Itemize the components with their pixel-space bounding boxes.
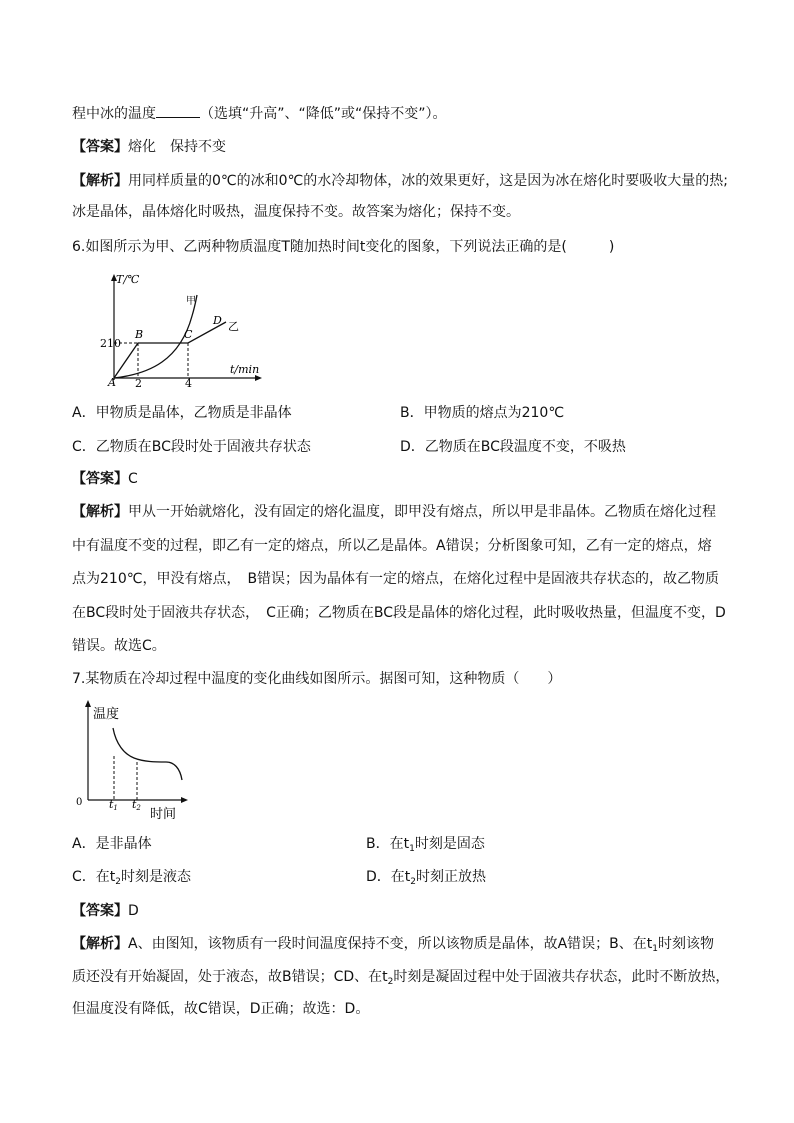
q5-question-tail <box>72 103 447 124</box>
q6-analysis-line-2: 中有温度不变的过程，即乙有一定的熔点，所以乙是晶体。A错误；分析图象可知，乙有一定的熔点，熔 <box>72 538 712 554</box>
q7-t1-label: t1 <box>109 798 118 812</box>
q7-option-b: B．在$t_1$时刻是固态 <box>366 836 485 854</box>
q6-y-tick-210: 210 <box>100 337 121 350</box>
answer-text: D <box>128 903 139 919</box>
q6-analysis-line-1 <box>72 502 716 522</box>
q7-option-c: C．在$t_2$时刻是液态 <box>72 869 191 887</box>
q7-stem: 7.某物质在冷却过程中温度的变化曲线如图所示。据图可知，这种物质（ ） <box>72 671 562 687</box>
q7-y-axis-label: 温度 <box>93 707 120 722</box>
q6-curve-label-jia: 甲 <box>186 296 196 307</box>
q7-analysis-line-2: 质还没有开始凝固，处于液态，故B错误；CD、在$t_2$时刻是凝固过程中处于固液共存状态，此时不断放热， <box>72 969 730 987</box>
q7-cooling-curve <box>113 728 182 780</box>
q6-analysis-line-3: 点为210℃，甲没有熔点， B错误；因为晶体有一定的熔点，在熔化过程中是固液共存状态的，故乙物质 <box>72 571 720 587</box>
q5-tail-text: 程中冰的温度 <box>72 106 156 122</box>
analysis-tag: 【解析】 <box>72 173 128 189</box>
q6-option-c: C．乙物质在BC段时处于固液共存状态 <box>72 439 311 455</box>
q5-answer <box>72 137 226 157</box>
q6-option-a: A．甲物质是晶体，乙物质是非晶体 <box>72 405 292 421</box>
q6-analysis-line-4: 在BC段时处于固液共存状态， C正确；乙物质在BC段是晶体的熔化过程，此时吸收热量，但温度不变，D <box>72 605 726 621</box>
q7-y-axis-arrow-icon <box>85 700 91 707</box>
answer-tag: 【答案】 <box>72 903 128 919</box>
answer-text: 熔化 保持不变 <box>128 139 226 155</box>
q5-analysis-line-1 <box>72 171 728 191</box>
q7-option-a: A．是非晶体 <box>72 836 152 852</box>
q6-option-b: B．甲物质的熔点为210℃ <box>400 405 565 421</box>
answer-text: C <box>128 471 138 487</box>
q7-x-axis-label: 时间 <box>150 807 177 822</box>
analysis-tag: 【解析】 <box>72 504 128 520</box>
q6-point-label-c: C <box>184 328 193 341</box>
q6-x-tick-2: 2 <box>135 377 142 388</box>
q6-figure <box>100 270 270 392</box>
q6-point-label-b: B <box>135 328 144 341</box>
q6-point-label-d: D <box>213 314 222 327</box>
q6-curve-yi <box>114 322 226 378</box>
q7-graph <box>74 696 194 824</box>
q7-x-axis-arrow-icon <box>181 797 188 803</box>
answer-tag: 【答案】 <box>72 139 128 155</box>
q6-stem: 6.如图所示为甲、乙两种物质温度T随加热时间t变化的图象，下列说法正确的是( ) <box>72 239 615 255</box>
q6-analysis-line-5: 错误。故选C。 <box>72 638 166 654</box>
q6-option-d: D．乙物质在BC段温度不变，不吸热 <box>400 439 626 455</box>
answer-blank <box>156 103 200 118</box>
q5-analysis-line-2: 冰是晶体，晶体熔化时吸热，温度保持不变。故答案为熔化；保持不变。 <box>72 204 520 220</box>
answer-tag: 【答案】 <box>72 471 128 487</box>
q6-graph <box>100 270 270 388</box>
q6-point-label-a: A <box>108 376 116 388</box>
q7-option-d: D．在$t_2$时刻正放热 <box>366 869 487 887</box>
q5-tail-options: （选填“升高”、“降低”或“保持不变”）。 <box>200 106 447 122</box>
q6-curve-label-yi: 乙 <box>228 320 239 333</box>
q7-analysis-line-3: 但温度没有降低，故C错误，D正确；故选：D。 <box>72 1001 370 1017</box>
q6-y-axis-label: T/℃ <box>116 273 140 286</box>
q6-x-axis-label: t/min <box>230 363 260 376</box>
q6-x-tick-4: 4 <box>185 377 192 388</box>
q7-answer <box>72 901 139 921</box>
q7-t2-label: t2 <box>132 798 141 812</box>
q7-analysis-line-1: 【解析】A、由图知，该物质有一段时间温度保持不变，所以该物质是晶体，故A错误；B、在$t_1$时刻该物 <box>72 936 714 954</box>
analysis-text: 甲从一开始就熔化，没有固定的熔化温度，即甲没有熔点，所以甲是非晶体。乙物质在熔化过程 <box>128 504 716 520</box>
q7-figure <box>74 696 194 828</box>
analysis-text: 用同样质量的0℃的冰和0℃的水冷却物体，冰的效果更好，这是因为冰在熔化时要吸收大量的热; <box>128 173 728 189</box>
q7-origin-label: 0 <box>76 797 83 808</box>
q6-answer <box>72 469 138 489</box>
analysis-tag: 【解析】 <box>72 936 128 952</box>
